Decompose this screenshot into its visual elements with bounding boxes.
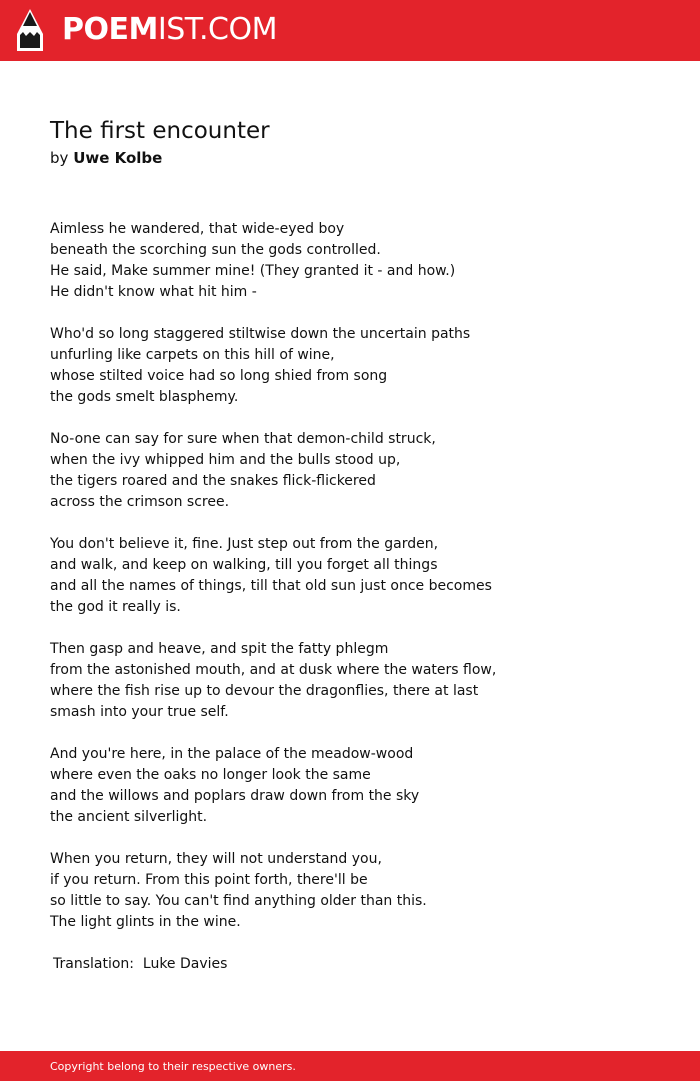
poem-stanza: [50, 324, 670, 408]
poem-line: smash into your true self.: [50, 704, 229, 720]
poem-stanza: [50, 429, 670, 513]
pencil-icon[interactable]: [17, 9, 43, 51]
poem-stanza: [50, 219, 670, 303]
copyright-notice: Copyright belong to their respective owners.: [50, 1060, 296, 1073]
poem-line: and all the names of things, till that old sun just once becomes: [50, 578, 492, 594]
poem-line: when the ivy whipped him and the bulls stood up,: [50, 452, 401, 468]
site-footer: [0, 1051, 700, 1081]
poem-line: the ancient silverlight.: [50, 809, 208, 825]
poem-line: He didn't know what hit him -: [50, 284, 257, 300]
poem-line: whose stilted voice had so long shied from song: [50, 368, 388, 384]
poem-line: and walk, and keep on walking, till you forget all things: [50, 557, 438, 573]
by-label: by: [50, 149, 69, 167]
poem-line: Then gasp and heave, and spit the fatty phlegm: [50, 641, 389, 657]
poem-line: so little to say. You can't find anything older than this.: [50, 893, 427, 909]
poem-line: When you return, they will not understand you,: [50, 851, 382, 867]
poem-stanza: [50, 744, 670, 828]
poem-line: Who'd so long staggered stiltwise down the uncertain paths: [50, 326, 471, 342]
poem-line: beneath the scorching sun the gods controlled.: [50, 242, 381, 258]
site-logo[interactable]: [62, 11, 277, 49]
poem-stanza: [50, 849, 670, 933]
site-header: [0, 0, 700, 61]
poem-title: The first encounter: [50, 118, 270, 144]
poem-line: where the fish rise up to devour the dragonflies, there at last: [50, 683, 479, 699]
poem-line: unfurling like carpets on this hill of wine,: [50, 347, 335, 363]
poem-line: the tigers roared and the snakes flick-flickered: [50, 473, 376, 489]
translation-credit: Translation: Luke Davies: [53, 956, 228, 972]
author-name: Uwe Kolbe: [73, 149, 163, 167]
poem-line: You don't believe it, fine. Just step out from the garden,: [50, 536, 439, 552]
poem-line: across the crimson scree.: [50, 494, 230, 510]
poem-content: [50, 116, 670, 975]
poem-line: Aimless he wandered, that wide-eyed boy: [50, 221, 345, 237]
poem-line: if you return. From this point forth, there'll be: [50, 872, 368, 888]
poem-line: where even the oaks no longer look the same: [50, 767, 371, 783]
brand-name-light: IST.COM: [157, 12, 277, 47]
poem-line: and the willows and poplars draw down from the sky: [50, 788, 420, 804]
poem-line: from the astonished mouth, and at dusk where the waters flow,: [50, 662, 497, 678]
poem-body: [50, 219, 670, 933]
brand-name-bold: POEM: [62, 12, 158, 47]
poem-line: The light glints in the wine.: [50, 914, 241, 930]
poem-line: And you're here, in the palace of the meadow-wood: [50, 746, 414, 762]
poem-line: the gods smelt blasphemy.: [50, 389, 239, 405]
poem-stanza: [50, 534, 670, 618]
poem-line: He said, Make summer mine! (They granted it - and how.): [50, 263, 456, 279]
poem-line: No-one can say for sure when that demon-child struck,: [50, 431, 436, 447]
byline: [50, 148, 670, 168]
poem-stanza: [50, 639, 670, 723]
poem-line: the god it really is.: [50, 599, 181, 615]
